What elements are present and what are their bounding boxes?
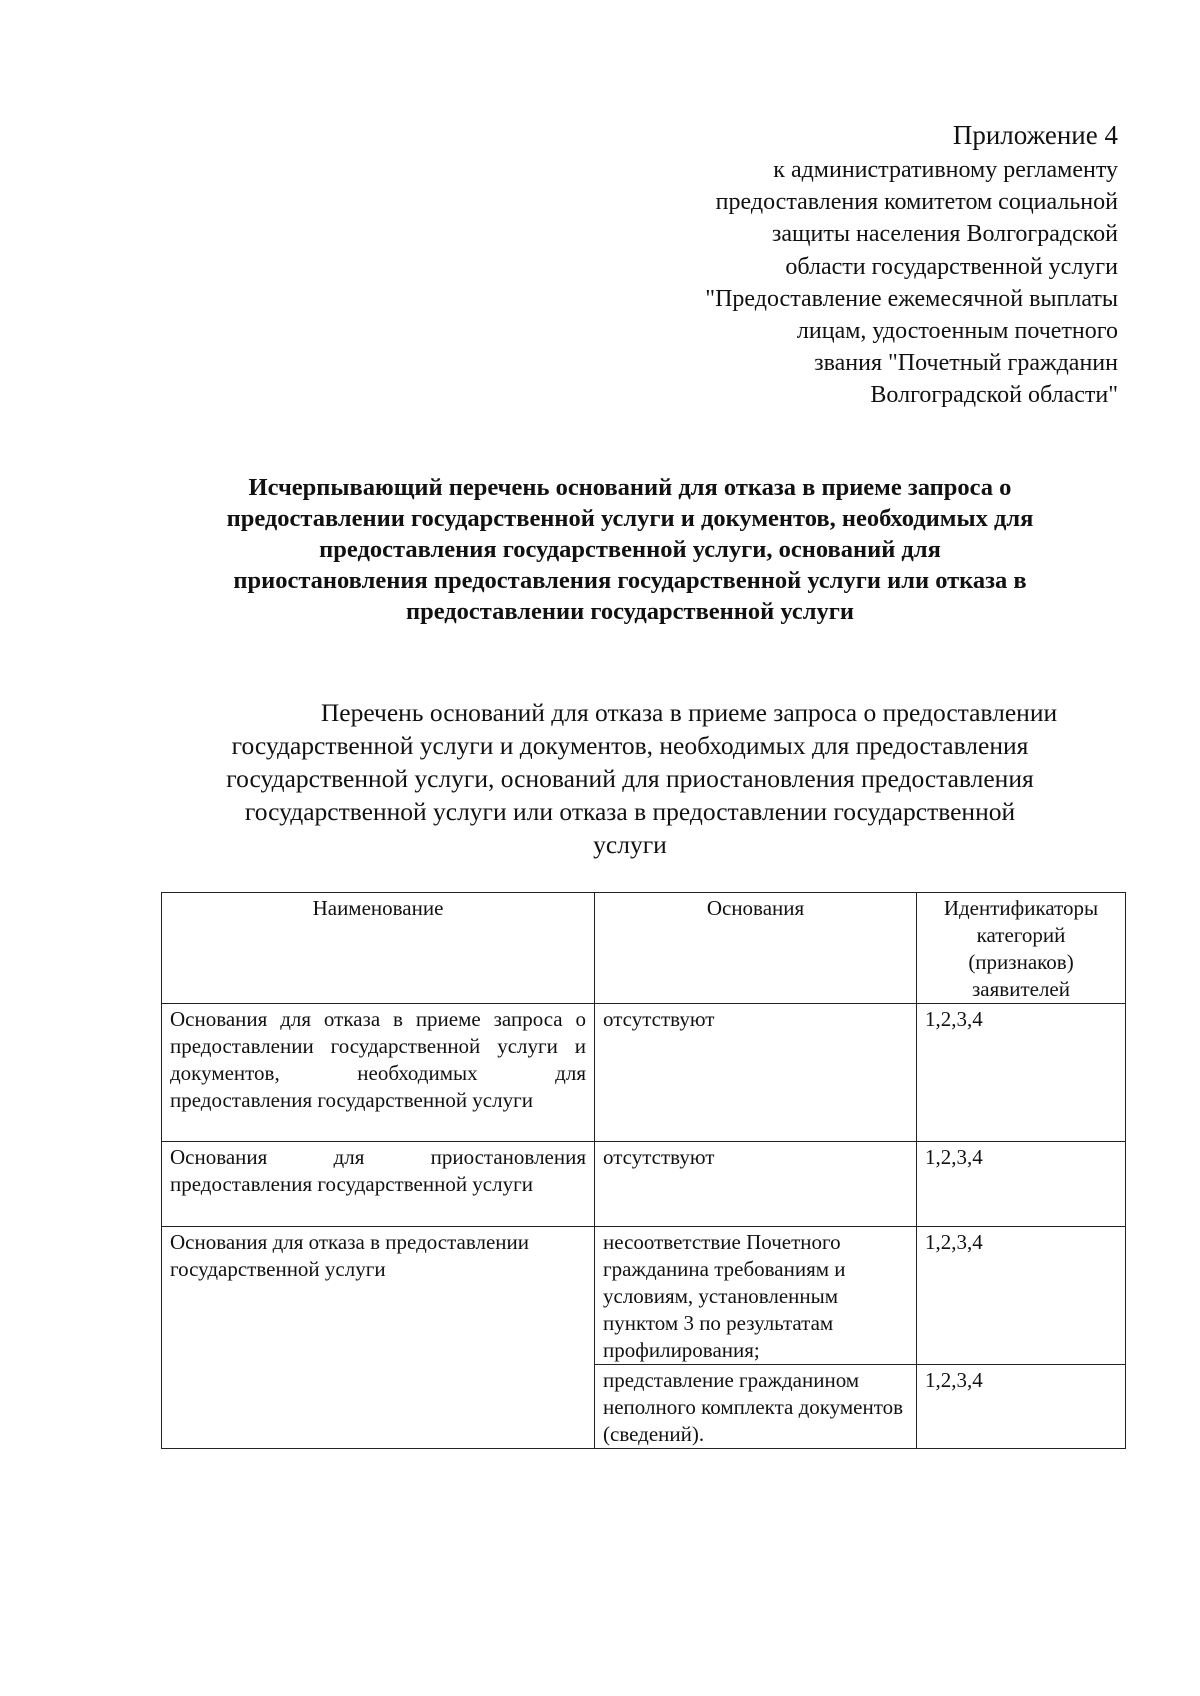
appendix-line: защиты населения Волгоградской [771,221,1118,248]
row-ids: 1,2,3,4 [917,1142,1126,1227]
table-row [162,1004,1126,1142]
title-line: приостановления предоставления государственной услуги или отказа в [233,567,1027,594]
row-name: Основания для отказа в предоставлении государственной услуги [162,1227,595,1449]
appendix-line: к административному регламенту [773,157,1118,183]
row-grounds: отсутствуют [595,1004,917,1142]
appendix-line: лицам, удостоенным почетного [796,318,1118,345]
appendix-line: "Предоставление ежемесячной выплаты [705,285,1118,312]
appendix-line: звания "Почетный гражданин [814,350,1118,377]
title-line: предоставления государственной услуги, оснований для [319,536,941,563]
row-ids: 1,2,3,4 [917,1227,1126,1365]
heading-line: услуги [593,830,667,859]
title-line: Исчерпывающий перечень оснований для отказа в приеме запроса о [248,474,1012,501]
table-header-row [162,893,1126,1004]
appendix-line: предоставления комитетом социальной [715,189,1118,216]
list-heading [150,696,1110,861]
appendix-block [598,118,1118,412]
heading-line: государственной услуги и документов, необходимых для предоставления [231,731,1029,760]
appendix-title: Приложение 4 [952,120,1118,150]
title-line: предоставлении государственной услуги и документов, необходимых для [226,505,1034,532]
table-row [162,1227,1126,1365]
row-grounds: представление гражданином неполного комплекта документов (сведений). [595,1365,917,1449]
title-line: предоставлении государственной услуги [405,598,855,625]
row-ids: 1,2,3,4 [917,1004,1126,1142]
table-row [162,1142,1126,1227]
appendix-line: области государственной услуги [785,253,1118,280]
row-ids: 1,2,3,4 [917,1365,1126,1449]
header-grounds: Основания [595,893,917,1004]
row-name: Основания для приостановления предоставления государственной услуги [162,1142,595,1227]
heading-line: государственной услуги или отказа в предоставлении государственной [244,797,1016,826]
heading-line: государственной услуги, оснований для приостановления предоставления [226,764,1034,793]
document-title [150,472,1110,627]
appendix-line: Волгоградской области" [870,382,1118,409]
row-grounds: отсутствуют [595,1142,917,1227]
grounds-table [161,892,1126,1449]
heading-line: Перечень оснований для отказа в приеме запроса о предоставлении [320,698,1058,727]
row-name: Основания для отказа в приеме запроса о предоставлении государственной услуги и документов, необходимых для предоставления государственной услуги [162,1004,595,1142]
row-grounds: несоответствие Почетного гражданина требованиям и условиям, установленным пунктом 3 по результатам профилирования; [595,1227,917,1365]
header-name: Наименование [162,893,595,1004]
header-ids: Идентификаторы категорий (признаков) заявителей [917,893,1126,1004]
